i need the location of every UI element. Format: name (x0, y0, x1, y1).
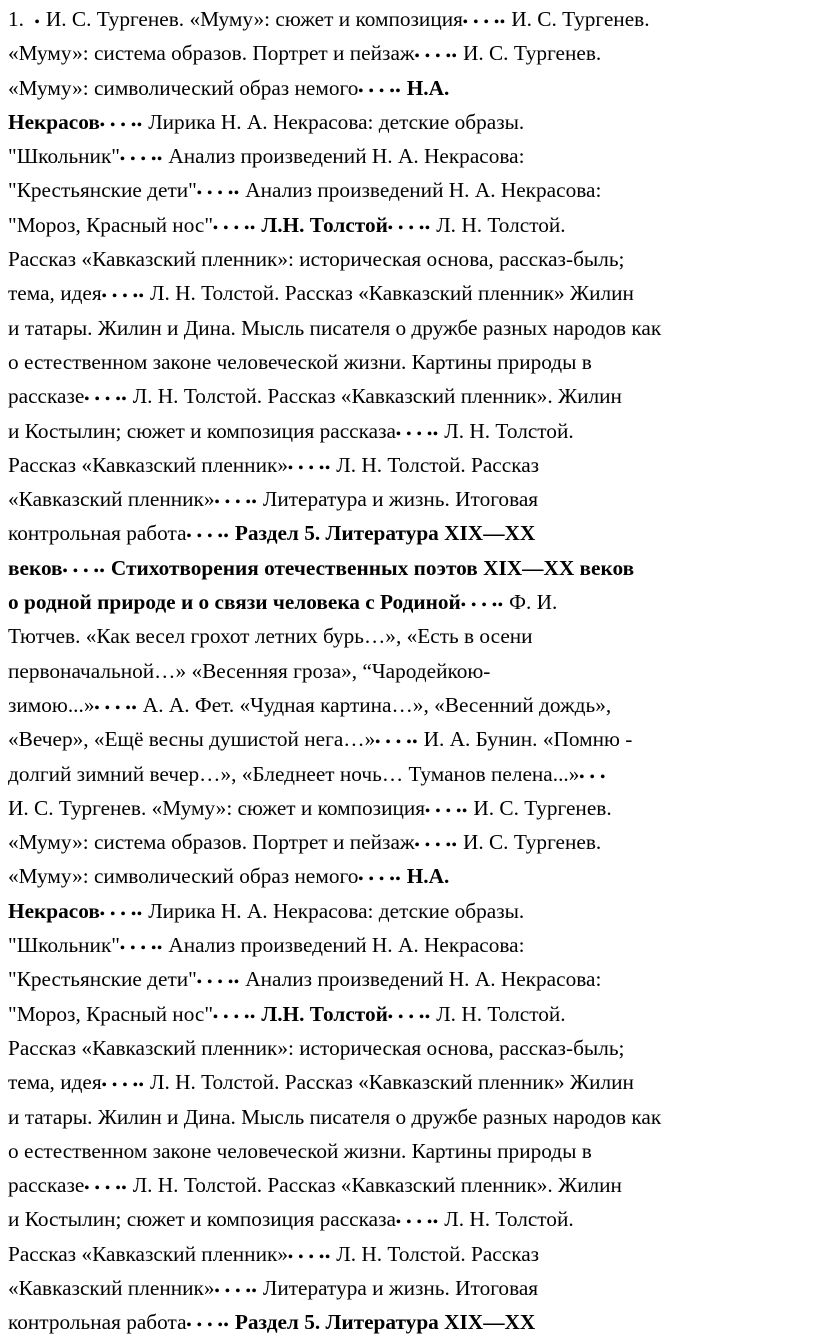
body-text: "Крестьянские дети" (8, 967, 197, 992)
body-text: «Муму»: символический образ немого (8, 864, 359, 889)
text-line (8, 1065, 808, 1099)
bullet-separator: • • • •• (358, 83, 402, 99)
text-line (8, 105, 808, 139)
bullet-separator: • • • •• (287, 1249, 331, 1265)
body-text: 1. (8, 7, 35, 31)
bullet-separator: • • • •• (214, 495, 258, 511)
body-text: Рассказ «Кавказский пленник»: историческая основа, рассказ-быль; (8, 247, 625, 272)
body-text: Анализ произведений Н. А. Некрасова: (239, 967, 602, 992)
body-text: «Вечер», «Ещё весны душистой нега…» (8, 727, 376, 752)
body-text: и татары. Жилин и Дина. Мысль писателя о дружбе разных народов как (8, 1104, 662, 1129)
body-text: "Школьник" (8, 933, 120, 958)
text-line (8, 1237, 808, 1271)
bold-heading-text: Некрасов (8, 109, 100, 134)
bold-heading-text: веков (8, 555, 63, 580)
text-line (8, 791, 808, 825)
bullet-separator: • • • •• (213, 220, 257, 236)
bold-heading-text: о родной природе и о связи человека с Родиной (8, 590, 461, 615)
bullet-separator: • • • •• (395, 1215, 439, 1231)
bold-heading-text: Раздел 5. Литература XIX—XX (234, 1310, 536, 1335)
body-text: "Крестьянские дети" (8, 178, 197, 203)
body-text: "Школьник" (8, 144, 120, 169)
body-text: тема, идея (8, 1070, 102, 1095)
bullet-separator: • • • •• (387, 1009, 431, 1025)
bold-heading-text: Стихотворения отечественных поэтов XIX—XX веков (110, 555, 635, 580)
text-line (8, 619, 808, 653)
body-text: «Кавказский пленник» (8, 487, 215, 512)
bullet-separator: • • • •• (358, 872, 402, 888)
bullet-separator: • • • •• (62, 563, 106, 579)
bullet-separator: • • • •• (462, 15, 506, 30)
body-text: Рассказ «Кавказский пленник»: историческая основа, рассказ-быль; (8, 1035, 625, 1060)
bold-heading-text: Раздел 5. Литература XIX—XX (234, 521, 536, 546)
body-text: и Костылин; сюжет и композиция рассказа (8, 1207, 396, 1232)
bullet-separator: • • • •• (460, 598, 504, 614)
body-text: Рассказ «Кавказский пленник» (8, 452, 288, 477)
document-body (8, 2, 808, 1340)
body-text: контрольная работа (8, 521, 187, 546)
bullet-separator: • • • •• (196, 975, 240, 991)
text-line (8, 311, 808, 345)
text-line (8, 928, 808, 962)
bullet-separator: • • • •• (186, 1318, 230, 1334)
body-text: Л. Н. Толстой. (430, 1001, 566, 1026)
body-text: Л. Н. Толстой. (430, 212, 566, 237)
bold-heading-text: Н.А. (406, 864, 450, 889)
body-text: Анализ произведений Н. А. Некрасова: (163, 144, 525, 169)
bullet-separator: • • • •• (387, 220, 431, 236)
body-text: о естественном законе человеческой жизни. Картины природы в (8, 1138, 592, 1163)
body-text: Анализ произведений Н. А. Некрасова: (239, 178, 602, 203)
body-text: И. С. Тургенев. «Муму»: сюжет и композиция (40, 7, 463, 31)
body-text: И. С. Тургенев. «Муму»: сюжет и композиция (8, 795, 426, 820)
body-text: Л. Н. Толстой. Рассказ (330, 1241, 540, 1266)
body-text: "Мороз, Красный нос" (8, 212, 214, 237)
body-text: «Муму»: система образов. Портрет и пейзаж (8, 41, 415, 66)
bullet-separator: • (34, 15, 41, 30)
text-line (8, 825, 808, 859)
bullet-separator: • • • •• (84, 392, 128, 408)
body-text: Л. Н. Толстой. Рассказ «Кавказский пленник» Жилин (144, 1070, 634, 1095)
text-line (8, 1202, 808, 1236)
bullet-separator: • • • •• (186, 529, 230, 545)
text-line (8, 173, 808, 207)
body-text: Анализ произведений Н. А. Некрасова: (163, 933, 525, 958)
text-line (8, 482, 808, 516)
body-text: Л. Н. Толстой. Рассказ «Кавказский пленник». Жилин (127, 1173, 622, 1198)
text-line (8, 551, 808, 585)
text-line (8, 379, 808, 413)
text-line (8, 276, 808, 310)
text-line (8, 448, 808, 482)
body-text: Рассказ «Кавказский пленник» (8, 1241, 288, 1266)
body-text: Л. Н. Толстой. Рассказ «Кавказский пленник» Жилин (144, 281, 634, 306)
body-text: Л. Н. Толстой. (438, 1207, 574, 1232)
body-text: И. А. Бунин. «Помню - (418, 727, 633, 752)
text-line (8, 894, 808, 928)
bullet-separator: • • • •• (120, 941, 164, 957)
body-text: Лирика Н. А. Некрасова: детские образы. (142, 109, 525, 134)
body-text: «Муму»: система образов. Портрет и пейзаж (8, 830, 415, 855)
text-line (8, 414, 808, 448)
body-text: тема, идея (8, 281, 102, 306)
body-text: рассказе (8, 384, 85, 409)
text-line (8, 71, 808, 105)
bullet-separator: • • • •• (99, 117, 143, 133)
body-text: «Кавказский пленник» (8, 1275, 215, 1300)
bullet-separator: • • • •• (196, 186, 240, 202)
bold-heading-text: Л.Н. Толстой (261, 212, 388, 237)
bullet-separator: • • • •• (101, 289, 145, 305)
body-text: контрольная работа (8, 1310, 187, 1335)
body-text: «Муму»: символический образ немого (8, 75, 359, 100)
bullet-separator: • • • •• (99, 906, 143, 922)
text-line (8, 1271, 808, 1305)
body-text: И. С. Тургенев. (505, 7, 650, 31)
body-text: И. С. Тургенев. (457, 41, 602, 66)
bullet-separator: • • • •• (101, 1078, 145, 1094)
body-text: рассказе (8, 1173, 85, 1198)
bullet-separator: • • • •• (120, 152, 164, 168)
bullet-separator: • • • •• (375, 735, 419, 751)
body-text: Л. Н. Толстой. Рассказ (330, 452, 540, 477)
text-line (8, 516, 808, 550)
text-line (8, 722, 808, 756)
text-line (8, 345, 808, 379)
bullet-separator: • • • •• (213, 1009, 257, 1025)
text-line (8, 997, 808, 1031)
text-line (8, 962, 808, 996)
text-line (8, 1134, 808, 1168)
body-text: Л. Н. Толстой. Рассказ «Кавказский пленник». Жилин (127, 384, 622, 409)
text-line (8, 859, 808, 893)
text-line (8, 688, 808, 722)
bullet-separator: • • • •• (414, 838, 458, 854)
text-line (8, 139, 808, 173)
body-text: Л. Н. Толстой. (438, 418, 574, 443)
body-text: Литература и жизнь. Итоговая (257, 1275, 539, 1300)
bullet-separator: • • • •• (84, 1181, 128, 1197)
bullet-separator: • • • (579, 769, 607, 785)
bullet-separator: • • • •• (425, 803, 469, 819)
body-text: А. А. Фет. «Чудная картина…», «Весенний дождь», (137, 692, 612, 717)
bold-heading-text: Н.А. (406, 75, 450, 100)
body-text: и татары. Жилин и Дина. Мысль писателя о дружбе разных народов как (8, 315, 662, 340)
text-line (8, 757, 808, 791)
body-text: "Мороз, Красный нос" (8, 1001, 214, 1026)
text-line (8, 208, 808, 242)
bold-heading-text: Л.Н. Толстой (261, 1001, 388, 1026)
text-line (8, 2, 808, 36)
body-text: Лирика Н. А. Некрасова: детские образы. (142, 898, 525, 923)
text-line (8, 1168, 808, 1202)
bullet-separator: • • • •• (214, 1283, 258, 1299)
body-text: долгий зимний вечер…», «Бледнеет ночь… Туманов пелена...» (8, 761, 580, 786)
text-line (8, 242, 808, 276)
body-text: И. С. Тургенев. (457, 830, 602, 855)
text-line (8, 654, 808, 688)
text-line (8, 36, 808, 70)
body-text: и Костылин; сюжет и композиция рассказа (8, 418, 396, 443)
bold-heading-text: Некрасов (8, 898, 100, 923)
text-line (8, 1031, 808, 1065)
bullet-separator: • • • •• (287, 460, 331, 476)
bullet-separator: • • • •• (414, 49, 458, 65)
body-text: зимою...» (8, 692, 95, 717)
bullet-separator: • • • •• (395, 426, 439, 442)
text-line (8, 1305, 808, 1339)
text-line (8, 1100, 808, 1134)
body-text: Ф. И. (503, 590, 558, 615)
body-text: Тютчев. «Как весел грохот летних бурь…», «Есть в осени (8, 624, 533, 649)
body-text: И. С. Тургенев. (468, 795, 612, 820)
body-text: Литература и жизнь. Итоговая (257, 487, 539, 512)
body-text: первоначальной…» «Весенняя гроза», “Чародейкою- (8, 658, 491, 683)
bullet-separator: • • • •• (94, 700, 138, 716)
text-line (8, 585, 808, 619)
body-text: о естественном законе человеческой жизни. Картины природы в (8, 349, 592, 374)
